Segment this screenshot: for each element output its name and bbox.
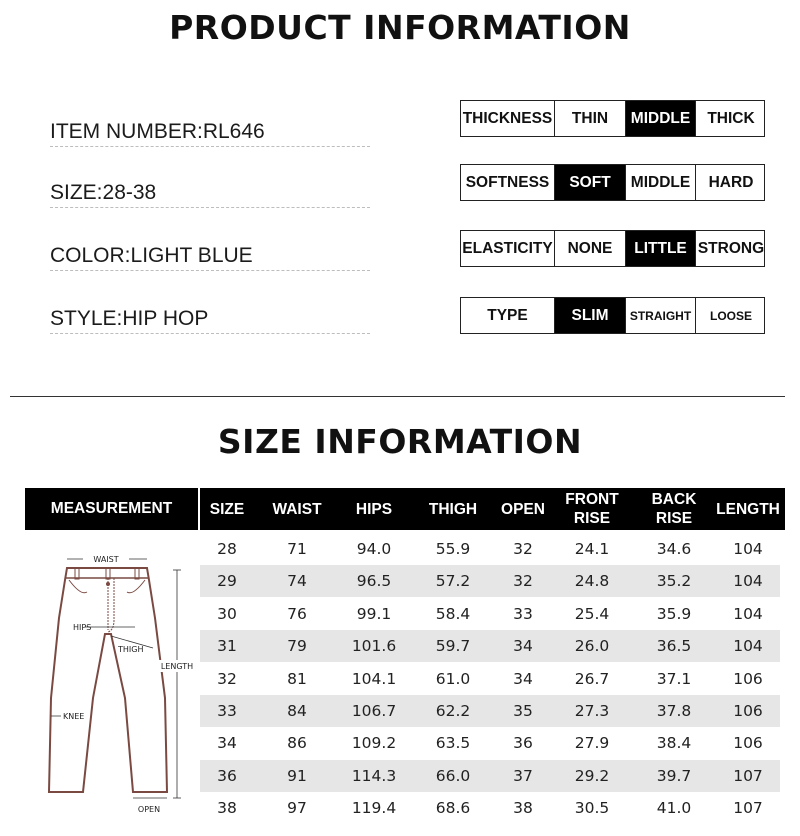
attribute-option: STRONG: [695, 231, 766, 266]
table-cell: 37.8: [656, 702, 692, 720]
table-cell: 24.8: [574, 572, 610, 591]
attribute-option-selected: MIDDLE: [625, 101, 695, 136]
spec-item: SIZE:28-38: [50, 178, 370, 208]
table-cell: 63.5: [435, 734, 471, 753]
table-cell: 35.2: [656, 572, 692, 591]
table-cell: 37.1: [656, 669, 692, 688]
table-cell: 33: [217, 702, 237, 720]
column-header-size: [199, 488, 255, 530]
pants-outline: [49, 568, 167, 792]
attribute-option: THICK: [695, 101, 766, 136]
attribute-type: [460, 297, 765, 334]
table-cell: 31: [217, 637, 237, 656]
column-header-text: OPEN: [501, 500, 545, 518]
table-cell: 34: [217, 734, 237, 753]
table-cell: 30.5: [574, 799, 610, 818]
table-cell: 55.9: [435, 540, 471, 558]
table-cell: 35.9: [656, 604, 692, 623]
table-cell: 94.0: [356, 540, 392, 558]
column-header-text: SIZE: [209, 500, 245, 518]
table-cell: 39.7: [656, 766, 692, 785]
table-cell: 106: [733, 702, 763, 720]
spec-item: ITEM NUMBER:RL646: [50, 117, 370, 147]
open-label: OPEN: [137, 805, 161, 814]
column-header-waist: [262, 488, 332, 530]
table-cell: 66.0: [435, 766, 471, 785]
spec-item: COLOR:LIGHT BLUE: [50, 241, 370, 271]
table-cell: 99.1: [356, 604, 392, 623]
column-header-text: FRONT: [565, 491, 619, 508]
size-information-title: SIZE INFORMATION: [217, 422, 583, 461]
column-header-text: BACK: [651, 491, 697, 508]
table-cell: 24.1: [574, 540, 610, 558]
table-cell: 106: [733, 734, 763, 753]
table-cell: 32: [513, 572, 533, 591]
table-cell: 81: [287, 669, 307, 688]
table-cell: 30: [217, 604, 237, 623]
table-cell: 97: [287, 799, 307, 818]
attribute-elasticity: [460, 230, 765, 267]
table-cell: 74: [287, 572, 307, 591]
table-cell: 33: [513, 604, 533, 623]
attribute-label: THICKNESS: [462, 109, 553, 127]
table-cell: 119.4: [351, 799, 397, 818]
attribute-option: LOOSE: [695, 298, 766, 333]
column-header-text: RISE: [573, 510, 611, 527]
table-cell: 104: [733, 540, 763, 558]
table-cell: 36.5: [656, 637, 692, 656]
pants-measurement-diagram: [25, 548, 200, 820]
column-header-hips: [339, 488, 409, 530]
table-cell: 36: [513, 734, 533, 753]
column-header-thigh: [418, 488, 488, 530]
attribute-option: MIDDLE: [625, 165, 695, 200]
length-label: LENGTH: [160, 662, 194, 671]
column-header-text: THIGH: [428, 500, 478, 518]
table-cell: 26.0: [574, 637, 610, 656]
section-divider: [10, 396, 785, 397]
table-cell: 104: [733, 637, 763, 656]
table-cell: 101.6: [351, 637, 397, 656]
table-cell: 32: [513, 540, 533, 558]
table-cell: 32: [217, 669, 237, 688]
table-cell: 71: [287, 540, 307, 558]
spec-item: STYLE:HIP HOP: [50, 304, 370, 334]
attribute-label: ELASTICITY: [462, 239, 553, 257]
column-header-front-rise: [557, 488, 627, 530]
table-cell: 104: [733, 572, 763, 591]
table-cell: 29.2: [574, 766, 610, 785]
table-cell: 86: [287, 734, 307, 753]
attribute-option-selected: SOFT: [554, 165, 625, 200]
table-cell: 61.0: [435, 669, 471, 688]
pants-diagram-svg: [25, 548, 200, 820]
table-cell: 26.7: [574, 669, 610, 688]
attribute-softness: [460, 164, 765, 201]
table-cell: 91: [287, 766, 307, 785]
table-cell: 104: [733, 604, 763, 623]
table-cell: 84: [287, 702, 307, 720]
table-cell: 34.6: [656, 540, 692, 558]
column-header-text: HIPS: [355, 500, 393, 518]
size-column-headers: [200, 488, 785, 530]
table-row: [200, 760, 780, 792]
attribute-label: TYPE: [487, 306, 528, 324]
table-cell: 34: [513, 637, 533, 656]
table-row: [200, 565, 780, 597]
attribute-option-selected: LITTLE: [625, 231, 695, 266]
measurement-header: MEASUREMENT: [25, 488, 198, 530]
table-cell: 35: [513, 702, 533, 720]
table-cell: 38: [217, 799, 237, 818]
table-cell: 38.4: [656, 734, 692, 753]
column-header-text: LENGTH: [716, 500, 780, 518]
table-cell: 41.0: [656, 799, 692, 818]
attribute-label: SOFTNESS: [465, 173, 550, 191]
table-row: [200, 792, 780, 824]
table-cell: 104.1: [351, 669, 397, 688]
column-header-text: WAIST: [272, 500, 322, 518]
table-cell: 106.7: [351, 702, 397, 720]
table-cell: 59.7: [435, 637, 471, 656]
table-cell: 25.4: [574, 604, 610, 623]
table-row: [200, 695, 780, 727]
table-cell: 68.6: [435, 799, 471, 818]
table-row: [200, 727, 780, 759]
hips-label: HIPS: [73, 623, 92, 632]
attribute-option-selected: SLIM: [554, 298, 625, 333]
knee-label: KNEE: [63, 712, 85, 721]
attribute-option: THIN: [554, 101, 625, 136]
column-header-open: [493, 488, 553, 530]
table-cell: 107: [733, 799, 763, 818]
attribute-option: HARD: [695, 165, 766, 200]
table-cell: 37: [513, 766, 533, 785]
table-cell: 38: [513, 799, 533, 818]
table-cell: 34: [513, 669, 533, 688]
column-header-length: [715, 488, 781, 530]
table-cell: 27.3: [574, 702, 610, 720]
table-cell: 28: [217, 540, 237, 558]
table-cell: 76: [287, 604, 307, 623]
table-cell: 62.2: [435, 702, 471, 720]
table-cell: 106: [733, 669, 763, 688]
table-cell: 58.4: [435, 604, 471, 623]
table-row: [200, 598, 780, 630]
column-header-back-rise: [634, 488, 714, 530]
table-cell: 57.2: [435, 572, 471, 591]
column-header-text: RISE: [655, 510, 693, 527]
table-row: [200, 663, 780, 695]
thigh-label: THIGH: [118, 645, 144, 654]
table-cell: 114.3: [351, 766, 397, 785]
table-row: [200, 630, 780, 662]
table-cell: 96.5: [356, 572, 392, 591]
table-row: [200, 533, 780, 565]
table-cell: 36: [217, 766, 237, 785]
size-table-header: [25, 488, 785, 530]
table-cell: 109.2: [351, 734, 397, 753]
attribute-thickness: [460, 100, 765, 137]
product-information-title: PRODUCT INFORMATION: [169, 8, 631, 47]
attribute-option: STRAIGHT: [625, 298, 695, 333]
table-cell: 29: [217, 572, 237, 591]
table-cell: 27.9: [574, 734, 610, 753]
waist-label: WAIST: [93, 555, 119, 564]
table-cell: 107: [733, 766, 763, 785]
table-cell: 79: [287, 637, 307, 656]
attribute-option: NONE: [554, 231, 625, 266]
